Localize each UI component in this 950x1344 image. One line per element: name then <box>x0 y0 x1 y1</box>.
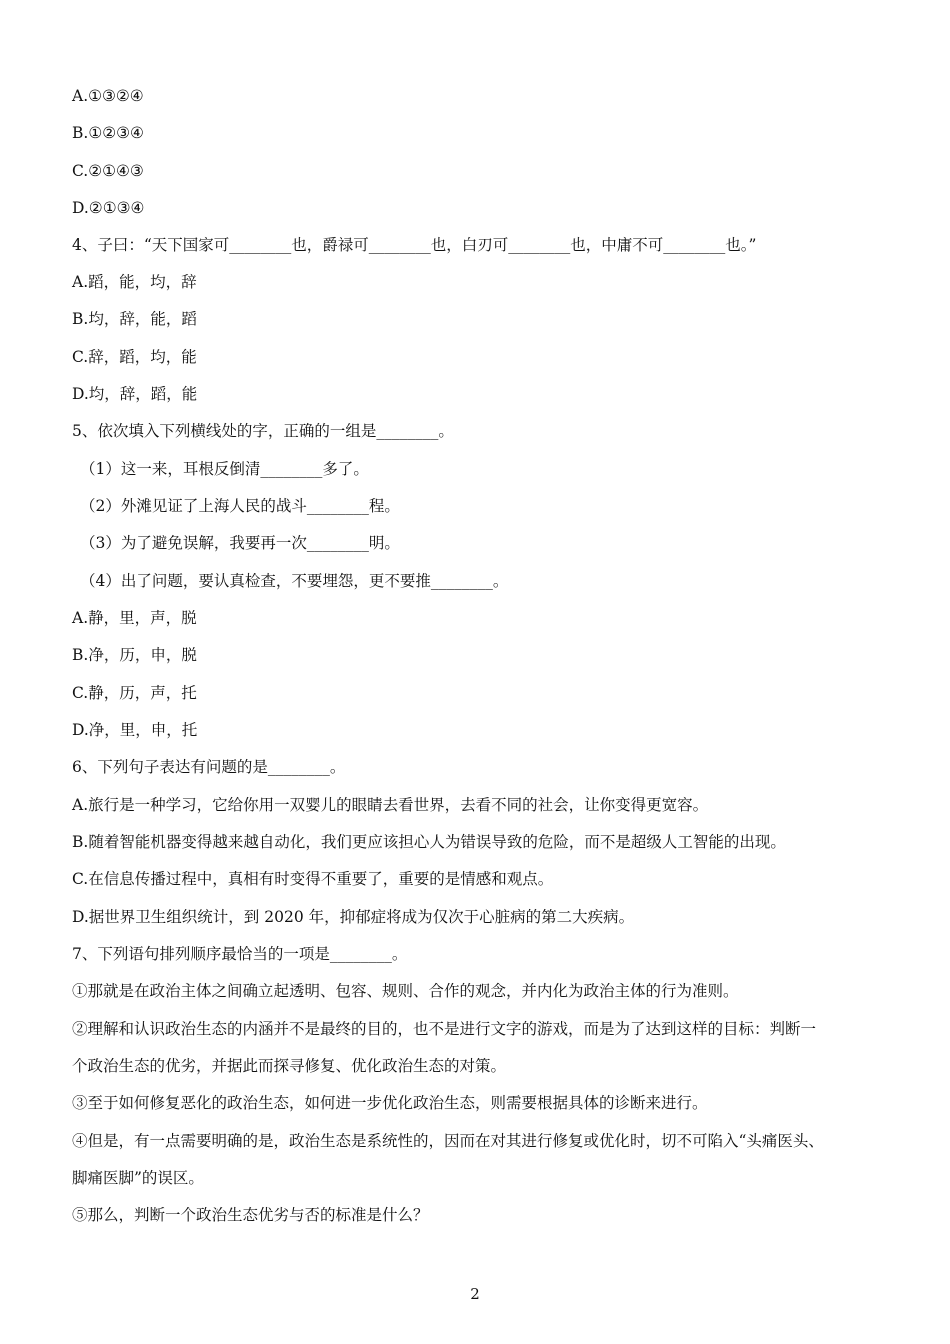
q7-sentence-1: ①那就是在政治主体之间确立起透明、包容、规则、合作的观念，并内化为政治主体的行为准则。 <box>72 982 739 1000</box>
q5-option-b: B.净，历，申，脱 <box>72 646 197 664</box>
q7-sentence-3: ③至于如何修复恶化的政治生态，如何进一步优化政治生态，则需要根据具体的诊断来进行。 <box>72 1094 708 1112</box>
q5-option-c: C.静，历，声，托 <box>72 684 197 702</box>
q4-option-a: A.蹈，能，均，辞 <box>72 273 197 291</box>
q6-option-a: A.旅行是一种学习，它给你用一双婴儿的眼睛去看世界，去看不同的社会，让你变得更宽容。 <box>72 796 709 814</box>
q4-stem: 4、子曰：“天下国家可________也，爵禄可________也，白刃可________也，中庸不可________也。” <box>72 236 757 254</box>
q7-sentence-2: ②理解和认识政治生态的内涵并不是最终的目的，也不是进行文字的游戏，而是为了达到这样的目标：判断一 <box>72 1020 817 1038</box>
q5-item-3: （3）为了避免误解，我要再一次________明。 <box>80 534 400 552</box>
q5-item-1: （1）这一来，耳根反倒清________多了。 <box>80 460 369 478</box>
q5-option-a: A.静，里，声，脱 <box>72 609 197 627</box>
q6-option-c: C.在信息传播过程中，真相有时变得不重要了，重要的是情感和观点。 <box>72 870 554 888</box>
q7-sentence-4: ④但是，有一点需要明确的是，政治生态是系统性的，因而在对其进行修复或优化时，切不可陷入“头痛医头、 <box>72 1132 824 1150</box>
q6-stem: 6、下列句子表达有问题的是________。 <box>72 758 346 776</box>
q5-option-d: D.净，里，申，托 <box>72 721 198 739</box>
q3-option-d: D.②①③④ <box>72 199 145 217</box>
q3-option-c: C.②①④③ <box>72 162 144 180</box>
q4-option-c: C.辞，蹈，均，能 <box>72 348 197 366</box>
q5-item-2: （2）外滩见证了上海人民的战斗________程。 <box>80 497 400 515</box>
q4-option-b: B.均，辞，能，蹈 <box>72 310 197 328</box>
q7-sentence-4-cont: 脚痛医脚”的误区。 <box>72 1169 204 1187</box>
q7-sentence-5: ⑤那么，判断一个政治生态优劣与否的标准是什么？ <box>72 1206 429 1224</box>
page-number: 2 <box>470 1285 480 1303</box>
q6-option-d: D.据世界卫生组织统计，到 2020 年，抑郁症将成为仅次于心脏病的第二大疾病。 <box>72 908 635 926</box>
q6-option-b: B.随着智能机器变得越来越自动化，我们更应该担心人为错误导致的危险，而不是超级人工智能的出现。 <box>72 833 786 851</box>
q3-option-b: B.①②③④ <box>72 124 144 142</box>
q7-stem: 7、下列语句排列顺序最恰当的一项是________。 <box>72 945 408 963</box>
q3-option-a: A.①③②④ <box>72 87 144 105</box>
q7-sentence-2-cont: 个政治生态的优劣，并据此而探寻修复、优化政治生态的对策。 <box>72 1057 507 1075</box>
q5-stem: 5、依次填入下列横线处的字，正确的一组是________。 <box>72 422 454 440</box>
q5-item-4: （4）出了问题，要认真检查，不要埋怨，更不要推________。 <box>80 572 509 590</box>
q4-option-d: D.均，辞，蹈，能 <box>72 385 198 403</box>
